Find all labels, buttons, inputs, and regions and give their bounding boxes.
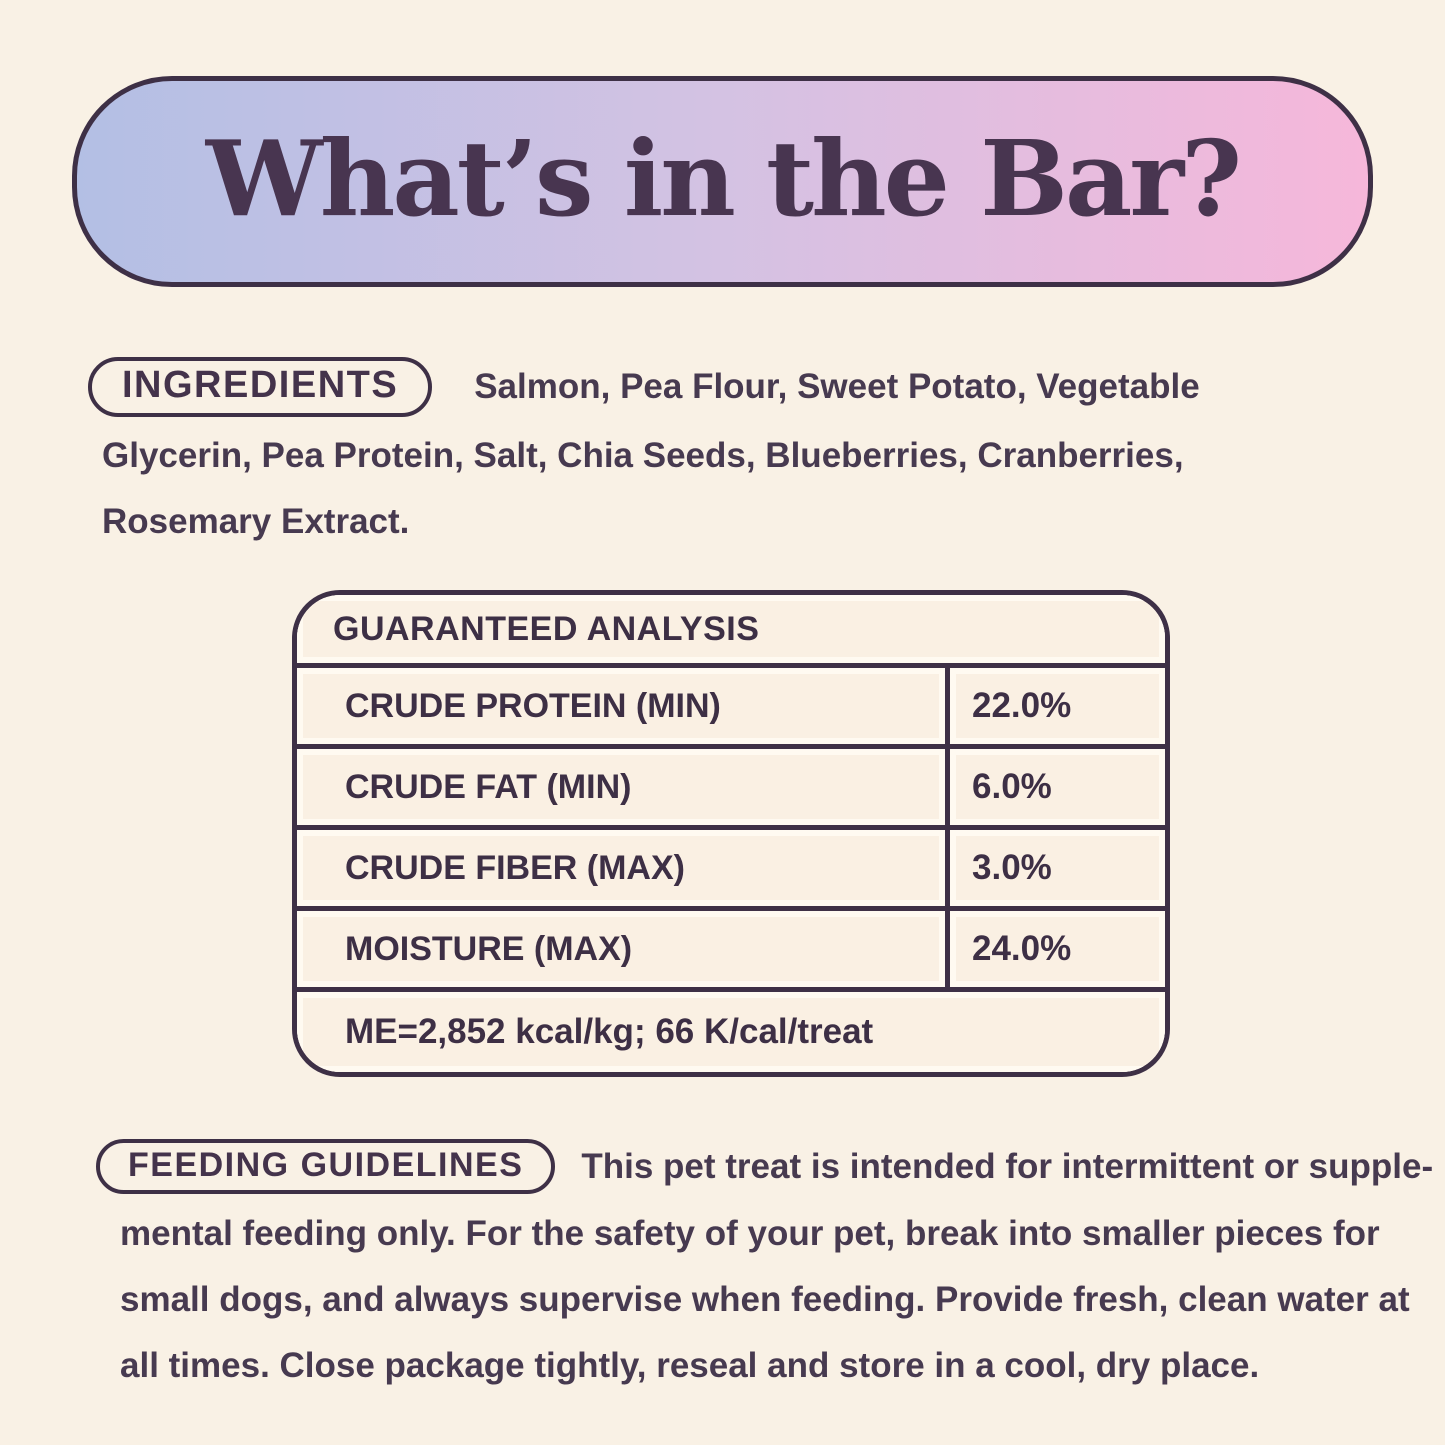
table-row-crude-fiber bbox=[297, 825, 1165, 906]
ingredients-text-line-1: Salmon, Pea Flour, Sweet Potato, Vegetable bbox=[474, 367, 1200, 406]
row-value: 22.0% bbox=[945, 668, 1165, 744]
feeding-guidelines-label-pill: FEEDING GUIDELINES bbox=[96, 1139, 555, 1194]
row-label: CRUDE FIBER (MAX) bbox=[297, 830, 945, 906]
feeding-guidelines-section bbox=[96, 1139, 1434, 1399]
table-title: GUARANTEED ANALYSIS bbox=[297, 595, 1165, 663]
table-row-crude-protein bbox=[297, 663, 1165, 744]
row-value: 24.0% bbox=[945, 911, 1165, 987]
table-row-moisture bbox=[297, 906, 1165, 987]
row-label: CRUDE FAT (MIN) bbox=[297, 749, 945, 825]
feeding-text-line-3: small dogs, and always supervise when feeding. Provide fresh, clean water at bbox=[120, 1280, 1410, 1319]
row-label: CRUDE PROTEIN (MIN) bbox=[297, 668, 945, 744]
table-row-crude-fat bbox=[297, 744, 1165, 825]
ingredients-text-line-3: Rosemary Extract. bbox=[102, 502, 410, 541]
ingredients-first-line bbox=[88, 357, 1380, 417]
page-title: What’s in the Bar? bbox=[205, 117, 1240, 240]
feeding-text-line-4: all times. Close package tightly, reseal and store in a cool, dry place. bbox=[120, 1346, 1260, 1385]
ingredients-text-line-2: Glycerin, Pea Protein, Salt, Chia Seeds, Blueberries, Cranberries, bbox=[102, 436, 1184, 475]
feeding-text-line-1: This pet treat is intended for intermittent or supple- bbox=[581, 1146, 1434, 1186]
feeding-text-line-2: mental feeding only. For the safety of your pet, break into smaller pieces for bbox=[120, 1214, 1380, 1253]
guaranteed-analysis-table bbox=[292, 590, 1170, 1077]
ingredients-section bbox=[88, 357, 1380, 555]
row-label: MOISTURE (MAX) bbox=[297, 911, 945, 987]
feeding-first-line bbox=[96, 1139, 1434, 1194]
row-value: 6.0% bbox=[945, 749, 1165, 825]
header-banner bbox=[72, 76, 1373, 287]
ingredients-label-pill: INGREDIENTS bbox=[88, 357, 432, 417]
row-value: 3.0% bbox=[945, 830, 1165, 906]
me-footnote: ME=2,852 kcal/kg; 66 K/cal/treat bbox=[297, 987, 1165, 1072]
